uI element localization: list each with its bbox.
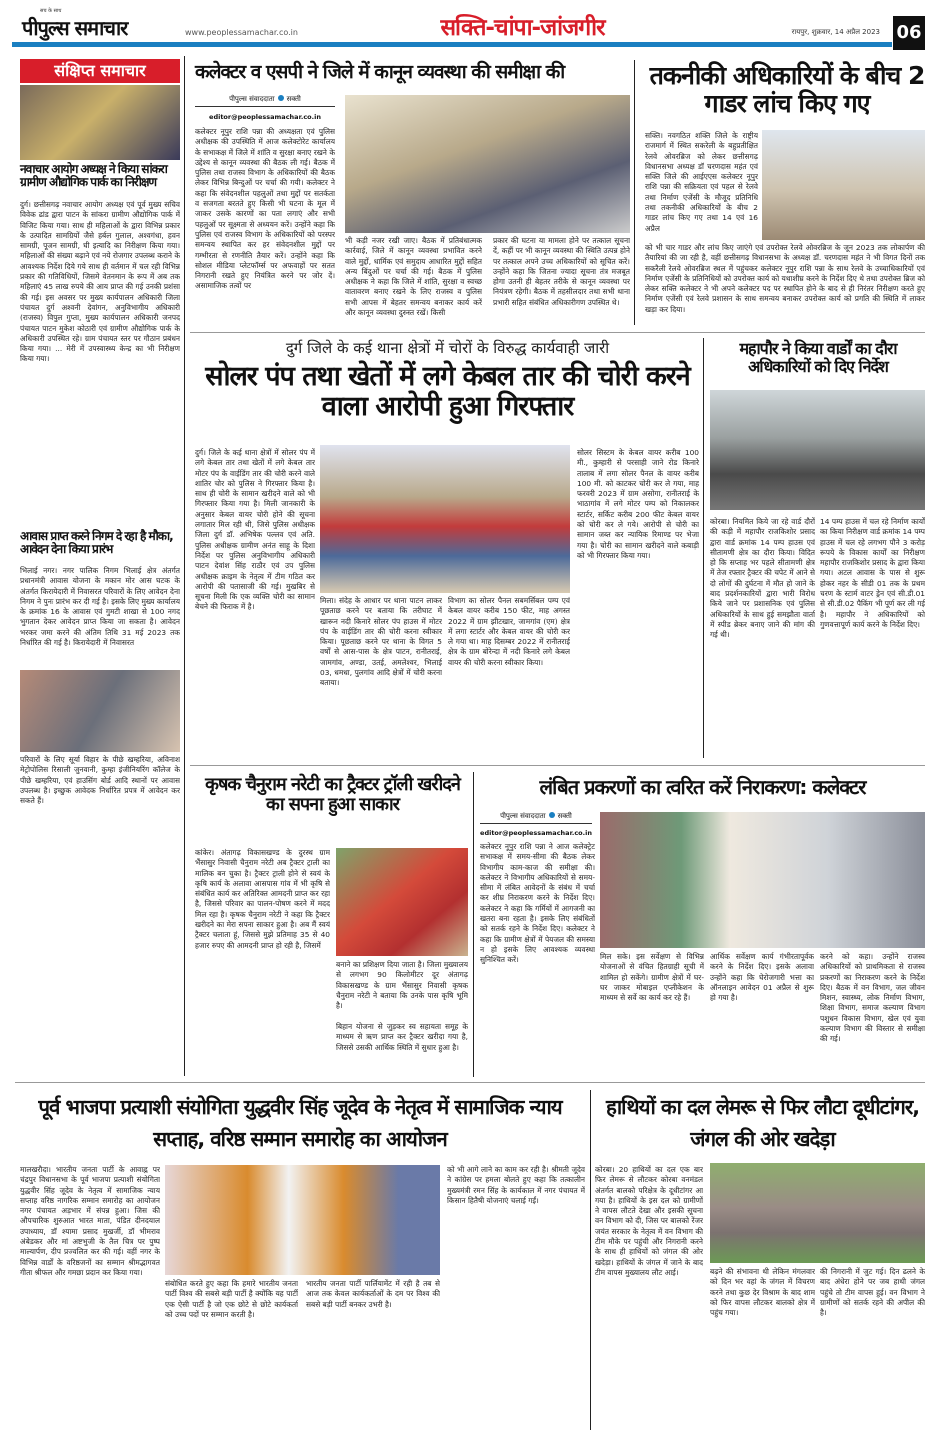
article-body-col3: भारतीय जनता पार्टी पार्लियामेंट में रही है तब से आज तक केवल कार्यकर्ताओं के दम पर विश्व की सबसे बड़ी पार्टी बनकर उभरी है। — [306, 1279, 440, 1309]
article-body-col1: कोरबा। 20 हाथियों का दल एक बार फिर लेमरू से लौटकर कोरबा वनमंडल अंतर्गत बालको परिक्षेत्र के दूधीटांगर आ गया है। हाथियों के इस दल को ग्रामीणों ने वापस लौटते देखा और इसकी सूचना वन विभाग को दी, जिस पर बालको रेंजर जयंत सरकार के नेतृत्व में वन विभाग की टीम मौके पर पहुंची और निगरानी करने के साथ ही हाथियों को जंगल की ओर खदेड़ा। हाथियों के जंगल में जाने के बाद टीम वापस मुख्यालय लौट आई। — [595, 1165, 703, 1277]
brief-body-1: दुर्ग। छत्तीसगढ़ नवाचार आयोग अध्यक्ष एवं पूर्व मुख्य सचिव विवेक ढांड द्वारा पाटन के सांकरा ग्रामीण औद्योगिक पार्क में विजिट किया गया। साथ ही महिलाओं के द्वारा विभिन्न प्रकार के उत्पादित सामग्रियों जैसे हर्बल गुलाल, अश्वगंधा, हवन सामग्री, पूजन सामग्री, घी इत्यादि का निरीक्षण किया गया। महिलाओं की संख्या बढ़ाने एवं नये रोजगार उपलब्ध कराने के आवश्यक निर्देश दिये गये साथ ही वर्तमान में चल रही विभिन्न प्रकार की गतिविधियों, जिसमे वेतनमान के रूप में अब तक महिलाएं 45 लाख रुपये की आय प्राप्त की गई उनकी प्रशंसा की गई। इस अवसर पर मुख्य कार्यपालन अधिकारी जिला पंचायत दुर्ग अश्वनी देवांगन, अनुविभागीय अधिकारी (राजस्व) विपुल गुप्ता, मुख्य कार्यपालन अधिकारी जनपद पंचायत पाटन मुकेश कोठारी एवं ग्रामीण औद्योगिक पार्क के अधिकारी उपस्थित रहे। ग्राम पंचायत स्तर पर गौठान प्रबंधन किया गया। ... मेरी में उपस्वास्थ्य केन्द्र का भी निरीक्षण किया गया। — [20, 200, 180, 364]
headline-solar-theft: सोलर पंप तथा खेतों में लगे केबल तार की चोरी करने वाला आरोपी हुआ गिरफ्तार — [205, 361, 690, 422]
bullet-dot — [278, 95, 284, 101]
photo-industrial-park — [20, 85, 180, 160]
brief-headline-2: आवास प्राप्त करने निगम दे रहा है मौका, आवेदन देना किया प्रारंभ — [20, 529, 173, 557]
article-body-col1: सक्ति। नवगठित शक्ति जिले के राष्ट्रीय राजमार्ग में स्थित सकरेली के बहुप्रतीक्षित रेलवे ओवरब्रिज को लेकर छत्तीसगढ़ विधानसभा अध्यक्ष डॉ चरणदास महंत एवं सक्ति जिले की आईएएस कलेक्टर नूपुर राशि पन्ना की सक्रियता एवं पहल से रेलवे तथा निर्माण एजेंसी के मौजूद प्रतिनिधि तथा तकनीकी अधिकारियों के बीच 2 गाडर लांच किए गए तथा 14 एवं 16 अप्रैल — [645, 131, 758, 233]
article-body-col3: विभाग का सोलर पैनल सबमर्सिबल पम्प एवं केबल वायर करीब 150 फीट, माह अगस्त 2022 में ग्राम झीटखार, जामगांव (एम) क्षेत्र में लगा स्टार्टर और केबल वायर की चोरी कर ले गया था। माह दिसम्बर 2022 में रानीतराई क्षेत्र के ग्राम बोरेन्दा में नदी किनारे लगे केबल वायर की चोरी करना स्वीकार किया। — [448, 596, 570, 667]
article-body-col3: आर्थिक सर्वेक्षण कार्य गंभीरतापूर्वक करने के निर्देश दिए। इसके अलावा उन्होंने कहा कि घेरोजगारी भत्ता का ऑनलाइन आवेदन 01 अप्रैल से शुरू हो गया है। — [710, 952, 814, 1003]
brief-news-label: संक्षिप्त समाचार — [20, 59, 180, 83]
article-body-col1: कलेक्टर नूपुर राशि पन्ना ने आज कलेक्ट्रेट सभाकक्ष में समय-सीमा की बैठक लेकर विभागीय काम-काज की समीक्षा की। कलेक्टर ने विभागीय अधिकारियों से समय-सीमा में लंबित आवेदनों के संबंध में चर्चा कर शीघ्र निराकरण करने के निर्देश दिए। कलेक्टर ने कहा कि गर्मियों में आगजनी का खतरा बना रहता है। इसके लिए संबंधितों को सतर्क रहने के निर्देश दिए। कलेक्टर ने कहा कि ग्रामीण क्षेत्रों में पेयजल की समस्या न हो इसके लिए आवश्यक व्यवस्था सुनिश्चित करें। — [480, 842, 595, 965]
brief-body-2-cont: परिवारों के लिए सूर्या विहार के पीछे खम्हरिया, अविनाश मेट्रोपोलिस रिसाली जुनवानी, कुम्हा इंजीनियरिंग कॉलेज के पीछे खम्हरिया, एवं हाउसिंग बोर्ड आदि स्थानों पर आवास उपलब्ध है। इच्छुक आवेदक निर्धारित प्रपत्र में आवेदन कर सकते हैं। — [20, 755, 180, 806]
headline-tractor: कृषक चैनुराम नरेटी का ट्रैक्टर ट्रॉली खरीदने का सपना हुआ साकार — [205, 774, 460, 815]
article-body-col1: दुर्ग। जिले के कई थाना क्षेत्रों में सोलर पंप में लगे केबल तार तथा खेतों में लगे केबल तार मोटर पंप के वाईडिंग तार की चोरी करने वाले शातिर चोर को पुलिस ने गिरफ्तार किया है। साथ ही चोरी के सामान खरीदने वाले को भी गिरफ्तार किया गया है। मिली जानकारी के अनुसार केबल वायर चोरी होने की सूचना लगातार मिल रही थी, जिसे पुलिस अधीक्षक जिला दुर्ग डॉ. अभिषेक पल्लव एवं अति. पुलिस अधीक्षक ग्रामीण अनंत साहू के दिशा निर्देश पर पुलिस अनुविभागीय अधिकारी पाटन देवांश सिंह राठौर एवं उप पुलिस अधीक्षक क्राइम के नेतृत्व में टीम गठित कर आरोपी की पतासाजी की गई। मुखबिर से सूचना मिली कि एक व्यक्ति चोरी का सामान बेचने की फिराक में है। — [195, 448, 315, 612]
dateline-place: सक्ती — [557, 812, 572, 820]
column-divider — [184, 56, 185, 1076]
photo-felicitation — [165, 1165, 440, 1275]
article-body-col2: बढ़ने की संभावना थी लेकिन मंगलवार को दिन भर वहां के जंगल में विचरण करने तथा कुछ देर विश्राम के बाद शाम को फिर वापस लौटकर बालको क्षेत्र में पहुंच गया। — [710, 1267, 815, 1318]
article-body-col1: कांकेर। अंतागढ़ विकासखण्ड के दुरस्थ ग्राम भैंसासुर निवासी चैनुराम नरेटी अब ट्रैक्टर ट्राली का मालिक बन चुका है। ट्रैक्टर ट्राली होने से स्वयं के कृषि कार्य के अलावा आसपास गांव में भी कृषि से संबंधित कार्य कर अतिरिक्त आमदनी प्राप्त कर रहा है, जिससे परिवार का पालन-पोषण करने में मदद मिल रहा है। कृषक चैनुराम नरेटी ने कहा कि ट्रैक्टर खरीदने का मेरा सपना साकार हुआ है। अब मैं स्वयं ट्रैक्टर चलाता हूं, जिससे मुझे प्रतिमाह 35 से 40 हजार रुपए की आमदनी प्राप्त हो रही है, जिसमें — [195, 848, 330, 950]
article-body-col3: की निगरानी में जुट गई। दिन ढलने के बाद अंधेरा होने पर जब हाथी जंगल पहुंचे तो टीम वापस हुई। वन विभाग ने ग्रामीणों को सतर्क रहने की अपील की है। — [820, 1267, 925, 1318]
article-body-col2: संबोधित करते हुए कहा कि हमारे भारतीय जनता पार्टी विश्व की सबसे बड़ी पार्टी है क्योंकि यह पार्टी एक ऐसी पार्टी है जो एक छोटे से छोटे कार्यकर्ता को उच्च पदों पर सम्मान करती है। — [165, 1279, 298, 1319]
photo-bridge-officials — [762, 130, 925, 240]
photo-accused-police — [320, 445, 570, 593]
kicker-durg: दुर्ग जिले के कई थाना क्षेत्रों में चोरों के विरुद्ध कार्यवाही जारी — [285, 339, 610, 357]
section-title: सक्ति-चांपा-जांजगीर — [440, 15, 605, 41]
row-divider — [190, 332, 925, 333]
column-divider — [473, 772, 474, 1077]
column-divider — [703, 338, 704, 758]
article-body-col1: कोरबा। नियमित किये जा रहे वार्ड दौरों की कड़ी में महापौर राजकिशोर प्रसाद द्वारा वार्ड क्रमांक 14 पम्प हाउस एवं सीतामणी क्षेत्र का दौरा किया। विदित हो कि सप्ताह भर पहले सीतामणी क्षेत्र में तेज रफ्तार ट्रैक्टर की चपेट में आने से दो लोगों की दुर्घटना में मौत हो जाने के बाद प्रदर्शनकारियों द्वारा भारी विरोध किये जाने पर प्रशासनिक एवं पुलिस अधिकारियों के साथ हुई समझौता वार्ता में स्पीड ब्रेकर बनाए जाने की मांग की गई थी। — [710, 517, 815, 640]
photo-collector-meeting — [600, 812, 925, 948]
logo-tagline: सच के साथ — [40, 8, 62, 14]
article-body-col2: को भी चार गाडर और लांच किए जाएंगे एवं उपरोक्त रेलवे ओवरब्रिज के जून 2023 तक लोकार्पण की तैयारियां की जा रही है, वहीं छत्तीसगढ़ विधानसभा के अध्यक्ष डॉ. चरणदास महंत ने भी विगत दिनों तक सकरैली रेलवे ओवरब्रिज स्थल में पहुंचकर कलेक्टर नूपुर राशि पन्ना के साथ रेलवे के उच्चाधिकारियों एवं निर्माण एजेंसी के प्रतिनिधियों को उपरोक्त कार्य को यथाशीघ्र करने के निर्देश दिए थे तथा उपरोक्त ब्रिज को लेकर सक्ति कलेक्टर ने भी अपने कलेक्टर पद पर स्थापित होने के बाद से ही निरंतर निरीक्षण करते हुए निर्माण एजेंसी एवं रेलवे प्रशासन के साथ समन्वय बनाकर उपरोक्त कार्य को प्रगति की स्थिति में लाकर खड़ा कर दिया। — [645, 243, 925, 314]
brief-headline-1: नवाचार आयोग अध्यक्ष ने किया सांकरा ग्रामीण औद्योगिक पार्क का निरीक्षण — [20, 162, 167, 190]
article-body-col4: करने को कहा। उन्होंने राजस्व अधिकारियों को प्राथमिकता से राजस्व प्रकरणों का निराकरण करने के निर्देश दिए। बैठक में वन विभाग, जल जीवन मिशन, स्वास्थ्य, लोक निर्माण विभाग, शिक्षा विभाग, समाज कल्याण विभाग पशुधन विकास विभाग, खेल एवं युवा कल्याण विभाग की विस्तार से समीक्षा की गई। — [820, 952, 925, 1044]
photo-road-inspection — [710, 390, 925, 510]
article-body-col2: भी कड़ी नजर रखी जाए। बैठक में प्रतिबंधात्मक कार्रवाई, जिले में कानून व्यवस्था प्रभावित करने वाले मुद्दों, धार्मिक एवं समुदाय आधारित मुद्दों सहित अन्य बिंदुओं पर चर्चा की गई। बैठक में पुलिस अधीक्षक ने कहा कि जिले में शांति, सुरक्षा व स्वच्छ वातावरण बनाए रखने के लिए राजस्व व पुलिस सभी आपस में बेहतर समन्वय बनाकर कार्य करें और कानून व्यवस्था दुरुस्त रखें। किसी — [345, 236, 482, 318]
dateline-place: सक्ती — [286, 95, 301, 103]
article-body-col4: को भी आगे लाने का काम कर रही है। श्रीमती जूदेव ने कांग्रेस पर हमला बोलते हुए कहा कि तत्कालीन मुख्यमंत्री रमन सिंह के कार्यकाल में नगर पंचायत में किसान हितैषी योजनाएं चलाई गईं। — [447, 1165, 585, 1205]
article-body-col3: बिहान योजना से जुड़कर स्व सहायता समूह के माध्यम से ऋण प्राप्त कर ट्रैक्टर खरीदा गया है, जिससे उसकी आर्थिक स्थिति में सुधार हुआ है। — [336, 1022, 468, 1052]
page-number: 06 — [893, 16, 925, 50]
photo-housing-queue — [20, 670, 180, 752]
brief-body-2: भिलाई नगर। नगर पालिक निगम भिलाई क्षेत्र अंतर्गत प्रधानमंत्री आवास योजना के मकान मोर आस घटक के अंतर्गत किरायेदारी में निवासरत परिवारों के लिए आवेदन देना निगम ने पुनः प्रारंभ कर दी गई है। इसके लिए मुख्य कार्यालय के क्रमांक 16 के आवास एवं गुमटी शाखा से 100 नगद भुगतान देकर आवेदन प्राप्त किया जा सकता है। आवेदन भरकर जमा करने की अंतिम तिथि 31 मई 2023 तक निर्धारित की गई है। किरायेदारी में निवासरत — [20, 566, 180, 648]
article-body-col4: सोलर सिस्टम के केबल वायर करीब 100 मी., कुम्हारी से परसाही जाने रोड किनारे तालाब में लगा सोलर पैनल के वायर करीब 100 मी. को काटकर चोरी कर ले गया, माह फरवरी 2023 में ग्राम असोगा, रानीतराई के भाठागांव में लगे मोटर पम्प को निकालकर स्टार्टर, सर्किट करीब 200 फीट केबल वायर को चोरी कर ले गये। आरोपी से चोरी का सामान जब्त कर न्यायिक रिमाण्ड पर भेजा गया है। चोरी का सामान खरीदने वाले कबाड़ी को भी गिरफ्तार किया गया। — [577, 448, 699, 560]
row-divider — [190, 765, 925, 766]
headline-pending-cases: लंबित प्रकरणों का त्वरित करें निराकरण: कलेक्टर — [539, 775, 866, 799]
headline-elephants: हाथियों का दल लेमरू से फिर लौटा दूधीटांगर, जंगल की ओर खदेड़ा — [605, 1095, 920, 1151]
article-body-col2: मिला। संदेह के आधार पर थाना पाटन लाकर पूछताछ करने पर बताया कि तरीघाट में खारून नदी किनारे सोलर पंप हाउस में मोटर पंप के वाईडिंग तार की चोरी करना स्वीकार किया। पूछताछ करने पर थाना के विगत 5 वर्षों से आस-पास के क्षेत्र पाटन, रानीतराई, जामगांव, अण्डा, उतई, अमलेश्वर, भिलाई 03, धमधा, पुलगांव आदि क्षेत्रों में चोरी करना बताया। — [320, 596, 442, 688]
header-rule — [12, 42, 892, 47]
column-divider — [590, 1090, 591, 1430]
reporter: पीपुल्स संवाददाता — [500, 812, 546, 820]
photo-meeting — [345, 95, 630, 233]
headline-girder-launch: तकनीकी अधिकारियों के बीच 2 गाडर लांच किए गए — [649, 61, 925, 118]
issue-date: रायपुर, शुक्रवार, 14 अप्रैल 2023 — [791, 28, 880, 36]
article-body-col3: प्रकार की घटना या मामला होने पर तत्काल सूचना दें, कहीं पर भी कानून व्यवस्था की स्थिति उत्पन्न होने पर तत्काल अपने उच्च अधिकारियों को सूचित करें। उन्होंने कहा कि जितना ज्यादा सूचना तंत्र मजबूत होगा उतनी ही बेहतर तरीके से कानून व्यवस्था पर नियंत्रण रहेगी। बैठक में तहसीलदार तथा सभी थाना प्रभारी सहित संबंधित अधिकारीगण उपस्थित थे। — [493, 236, 630, 307]
column-divider — [634, 60, 635, 325]
bullet-dot — [549, 812, 555, 818]
headline-judeo-event: पूर्व भाजपा प्रत्याशी संयोगिता युद्धवीर सिंह जूदेव के नेतृत्व में सामाजिक न्याय सप्ताह, वरिष्ठ सम्मान समारोह का आयोजन — [38, 1095, 562, 1151]
reporter: पीपुल्स संवाददाता — [229, 95, 275, 103]
headline-mayor-visit: महापौर ने किया वार्डों का दौरा अधिकारियों को दिए निर्देश — [739, 339, 897, 376]
row-divider — [15, 1082, 925, 1083]
article-body-col2: बनाने का प्रशिक्षण दिया जाता है। जिला मुख्यालय से लगभग 90 किलोमीटर दूर अंतागढ़ विकासखण्ड के ग्राम भैंसासुर निवासी कृषक चैनुराम नरेटी ने बताया कि उनके पास कृषि भूमि है। — [336, 960, 468, 1011]
byline — [195, 95, 335, 107]
article-body-col1: कलेक्टर नूपुर राशि पन्ना की अध्यक्षता एवं पुलिस अधीक्षक की उपस्थिति में आज कलेक्टोरेट कार्यालय के सभाकक्ष में जिले में शांति व सुरक्षा बनाए रखने के उद्देश्य से कानून व्यवस्था की बैठक ली गई। बैठक में पुलिस तथा राजस्व विभाग के अधिकारियों की बैठक लेकर विभिन्न बिन्दुओं पर चर्चा की गयी। कलेक्टर ने कहा कि संवेदनशील पहलुओं तथा मुद्दों पर सतर्कता व सजगता बरतते हुए किसी भी घटना के मूल में जाकर उसके कारणों का पता लगाएं और सभी पहलुओं पर सूक्ष्मता से अध्ययन करें। उन्होंने कहा कि पुलिस एवं राजस्व विभाग के अधिकारियों को परस्पर समन्वय स्थापित कर हर संवेदनशील मुद्दों पर गम्भीरता से रणनीति तैयार करें। उन्होंने कहा कि सोशल मीडिया प्लेटफॉर्म्स पर अफवाहों पर सतत निगरानी रखते हुए नियंत्रित करने पर जोर दें। असामाजिक तत्वों पर — [195, 127, 335, 291]
byline — [480, 812, 592, 824]
photo-farmer-tractor — [336, 848, 468, 956]
article-body-col2: 14 पम्प हाउस में चल रहे निर्माण कार्यों का किया निरीक्षण वार्ड क्रमांक 14 पम्प हाउस में चल रहे लगभग पौने 3 करोड़ रूपये के विकास कार्यों का निरीक्षण महापौर राजकिशोर प्रसाद के द्वारा किया गया। अटल आवास के पास से शुरू होकर नहर के सीडी 01 तक के प्रथम चरण के स्टार्म वाटर ड्रेन एवं सी.डी.01 से सी.डी.02 पैकिंग भी पूर्ण कर ली गई है। महापौर ने अधिकारियों को गुणवत्तापूर्ण कार्य करने के निर्देश दिए। — [820, 517, 925, 629]
editor-email[interactable]: editor@peoplessamachar.co.in — [209, 113, 321, 121]
photo-elephant-herd — [710, 1163, 925, 1263]
editor-email[interactable]: editor@peoplessamachar.co.in — [480, 829, 592, 837]
headline-law-order: कलेक्टर व एसपी ने जिले में कानून व्यवस्था की समीक्षा की — [195, 61, 565, 83]
newspaper-logo: पीपुल्स समाचार — [22, 16, 128, 40]
article-body-col1: मालखरौदा। भारतीय जनता पार्टी के आवाह्न पर चंद्रपुर विधानसभा के पूर्व भाजपा प्रत्याशी संयोगिता युद्धवीर सिंह जूदेव के नेतृत्व में सामाजिक न्याय सप्ताह वरिष्ठ नागरिक सम्मान समारोह का आयोजन नगर पंचायत अड़भार में संपन्न हुआ। जिस की औपचारिक शुरुआत भारत माता, पंडित दीनदयाल उपाध्याय, डॉ श्यामा प्रसाद मुखर्जी, डॉ भीमराव अंबेडकर और मां अष्टभुजी के तैल चित्र पर पुष्प माल्यार्पण, दीप प्रज्वलित कर की गई। वहीं नगर के विभिन्न वार्डों के वरिष्ठजनों का सम्मान श्रीमद्भागवत गीता श्रीफल और गमछा प्रदान कर किया गया। — [20, 1165, 160, 1277]
website-url[interactable]: www.peoplessamachar.co.in — [185, 28, 298, 37]
article-body-col2: मिल सके। इस सर्वेक्षण से विभिन्न योजनाओं से वंचित हितग्राही सूची में शामिल हो सकेंगे। ग्रामीण क्षेत्रों में घर-घर जाकर मोबाइल एप्लीकेशन के माध्यम से सर्वे का कार्य कर रहे हैं। — [600, 952, 704, 1003]
